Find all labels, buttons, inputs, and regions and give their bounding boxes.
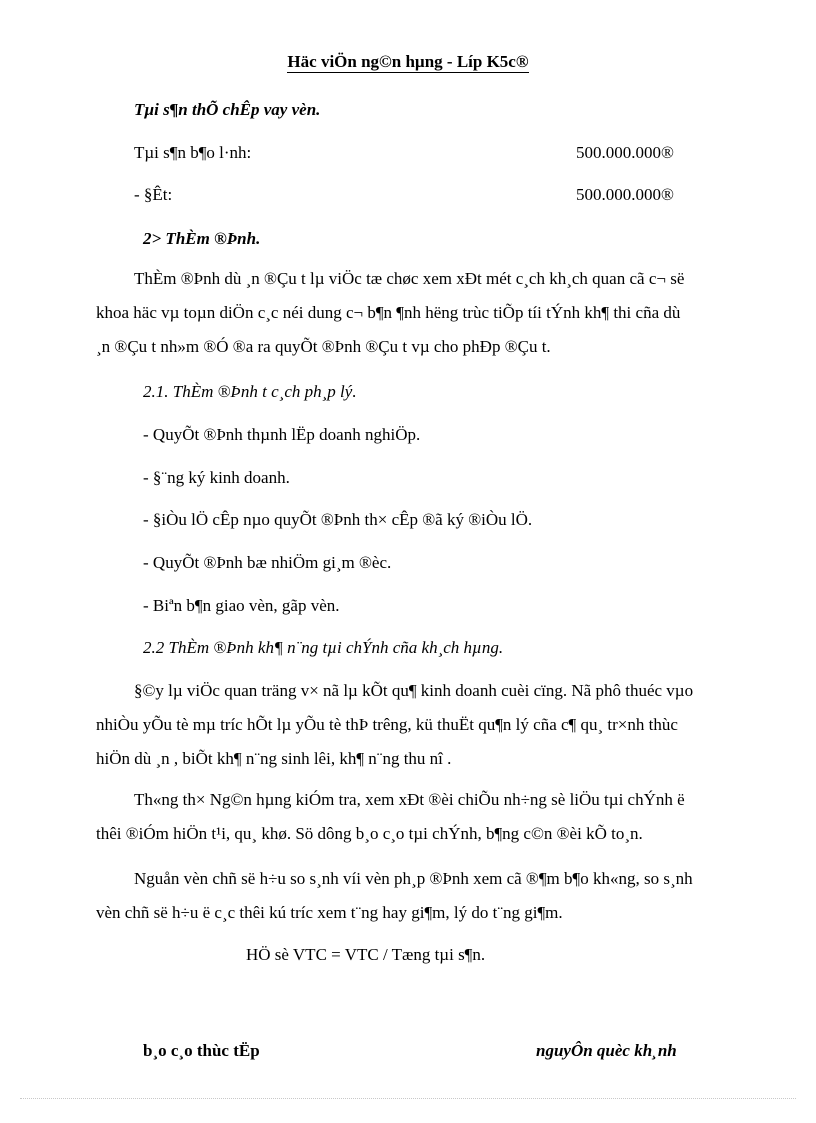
paragraph-line: Th«ng th× Ng©n hµng kiÓm tra, xem xÐt ®èi chiÕu nh÷ng sè liÖu tµi chÝnh ë — [134, 790, 685, 809]
heading-2-1: 2.1. ThÈm ®Þnh t c¸ch ph¸p lý. — [143, 382, 357, 401]
heading-2: 2> ThÈm ®Þnh. — [143, 229, 261, 248]
paragraph-1 — [96, 674, 764, 776]
paragraph-3 — [96, 862, 764, 930]
paragraph-line: ThÈm ®Þnh dù ¸n ®Çu t lµ viÖc tæ chøc xem xÐt mét c¸ch kh¸ch quan cã c¬ së — [134, 269, 685, 288]
paragraph-2 — [96, 783, 764, 851]
formula: HÖ sè VTC = VTC / Tæng tµi s¶n. — [246, 945, 486, 964]
asset-row-value: 500.000.000® — [576, 185, 674, 204]
section-title: Tµi s¶n thÕ chÊp vay vèn. — [134, 100, 321, 119]
paragraph-line: hiÖn dù ¸n , biÕt kh¶ n¨ng sinh lêi, kh¶ n¨ng thu nî . — [96, 749, 452, 768]
intro-paragraph — [96, 262, 764, 364]
page-header-text: Häc viÖn ng©n hµng - Líp K5c® — [287, 52, 529, 71]
paragraph-line: khoa häc vµ toµn diÖn c¸c néi dung c¬ b¶n ¶nh hëng trùc tiÕp tíi tÝnh kh¶ thi cña dù — [96, 303, 681, 322]
asset-row-label: - §Êt: — [134, 185, 173, 204]
paragraph-line: thêi ®iÓm hiÖn t¹i, qu¸ khø. Sö dông b¸o c¸o tµi chÝnh, b¶ng c©n ®èi kÕ to¸n. — [96, 824, 643, 843]
paragraph-line: ¸n ®Çu t nh»m ®Ó ®a ra quyÕt ®Þnh ®Çu t vµ cho phÐp ®Çu t. — [96, 337, 551, 356]
page-header — [0, 52, 816, 72]
asset-row-value: 500.000.000® — [576, 143, 674, 162]
paragraph-line: Nguån vèn chñ së h÷u so s¸nh víi vèn ph¸p ®Þnh xem cã ®¶m b¶o kh«ng, so s¸nh — [134, 869, 693, 888]
paragraph-line: vèn chñ së h÷u ë c¸c thêi kú tríc xem t¨ng hay gi¶m, lý do t¨ng gi¶m. — [96, 903, 563, 922]
footer-divider — [20, 1098, 796, 1099]
heading-2-2: 2.2 ThÈm ®Þnh kh¶ n¨ng tµi chÝnh cña kh¸ch hµng. — [143, 638, 504, 657]
asset-row-label: Tµi s¶n b¶o l·nh: — [134, 143, 252, 162]
list-item: - §¨ng ký kinh doanh. — [143, 468, 290, 487]
list-item: - QuyÕt ®Þnh thµnh lËp doanh nghiÖp. — [143, 425, 421, 444]
paragraph-line: nhiÒu yÕu tè mµ tríc hÕt lµ yÕu tè thÞ trêng, kü thuËt qu¶n lý cña c¶ qu¸ tr×nh thùc — [96, 715, 678, 734]
list-item: - Biªn b¶n giao vèn, gãp vèn. — [143, 596, 340, 615]
list-item: - QuyÕt ®Þnh bæ nhiÖm gi¸m ®èc. — [143, 553, 392, 572]
footer-right: nguyÔn quèc kh¸nh — [536, 1041, 677, 1060]
list-item: - §iÒu lÖ cÊp nµo quyÕt ®Þnh th× cÊp ®ã ký ®iÒu lÖ. — [143, 510, 533, 529]
footer-left: b¸o c¸o thùc tËp — [143, 1041, 260, 1060]
paragraph-line: §©y lµ viÖc quan träng v× nã lµ kÕt qu¶ kinh doanh cuèi cïng. Nã phô thuéc vµo — [134, 681, 694, 700]
